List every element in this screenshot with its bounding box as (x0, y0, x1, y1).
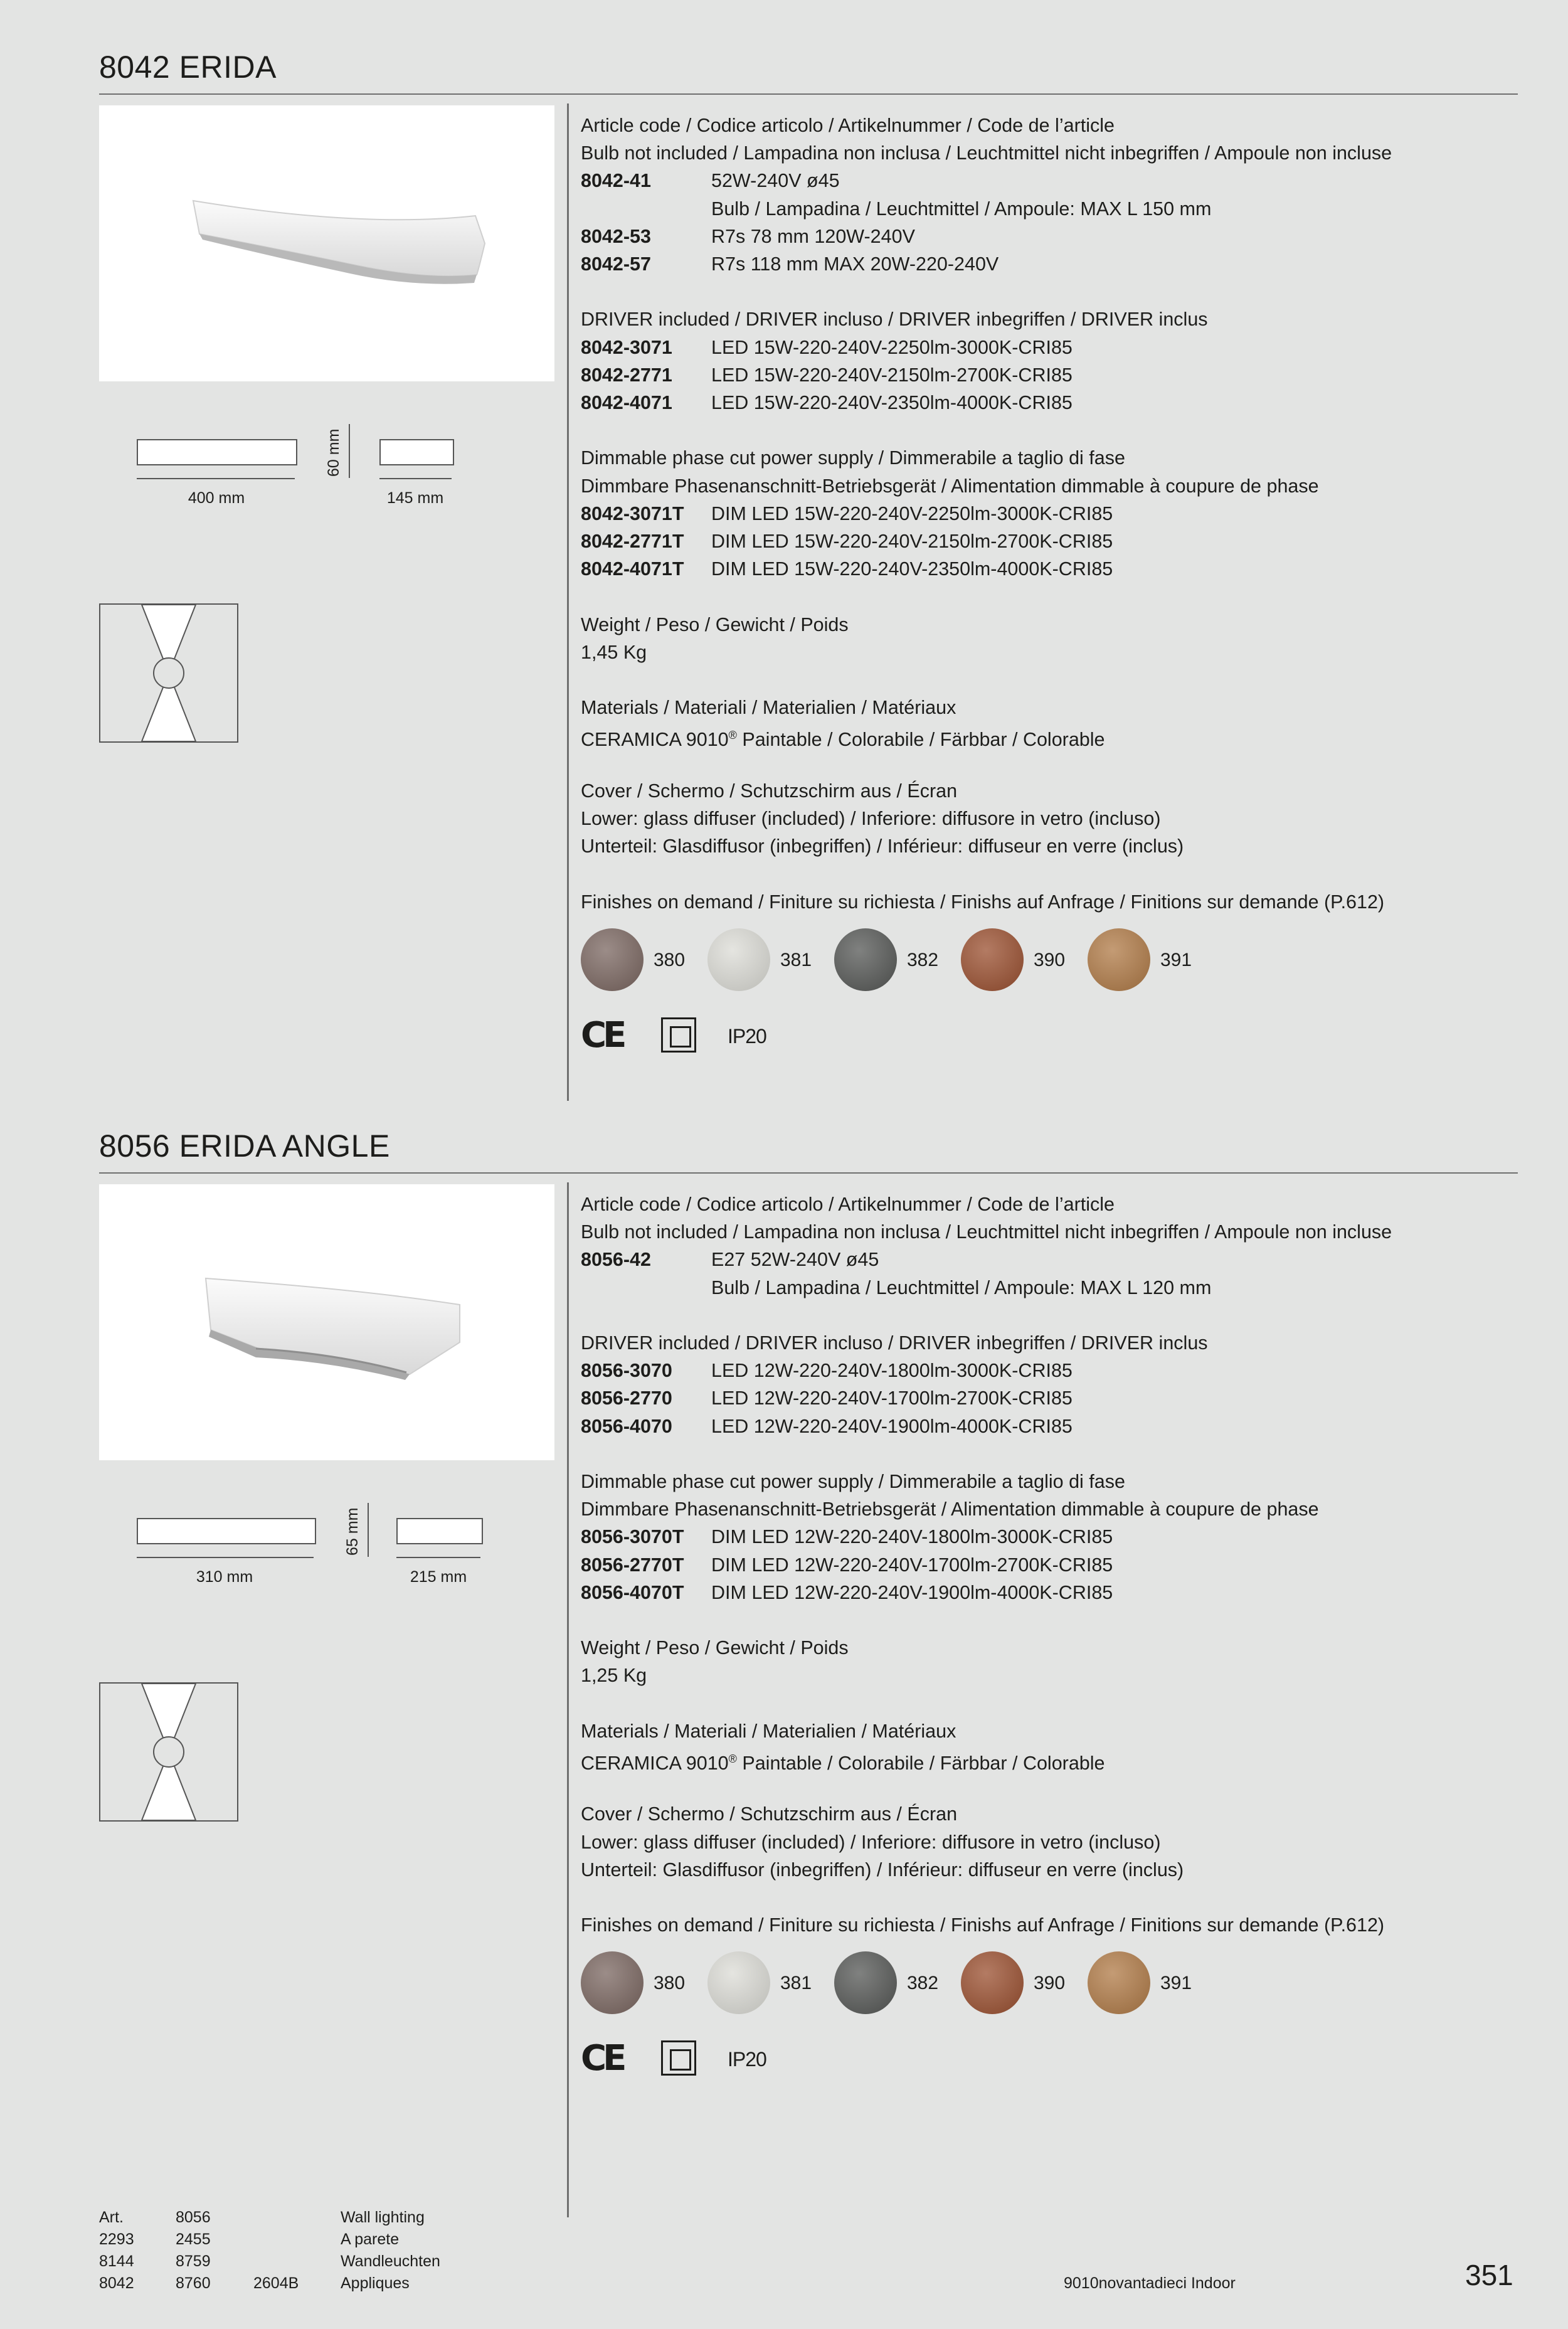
finish-code: 380 (654, 1973, 686, 1994)
finish-code: 381 (780, 949, 812, 970)
footer-cell: Appliques (341, 2274, 410, 2292)
page-number: 351 (1465, 2259, 1513, 2291)
material-desc: Paintable / Colorabile / Färbbar / Colorable (736, 729, 1105, 751)
class-ii-icon (661, 2040, 696, 2076)
height-line (349, 424, 350, 478)
footer-cell: Wandleuchten (341, 2252, 440, 2270)
footer-cell: 8760 (176, 2274, 211, 2292)
article-description: LED 12W-220-240V-1700lm-2700K-CRI85 (711, 1387, 1073, 1409)
weight-header: Weight / Peso / Gewicht / Poids (581, 613, 849, 635)
footer-cell: 8056 (176, 2209, 211, 2226)
weight-value: 1,45 Kg (581, 641, 647, 663)
article-description: Bulb / Lampadina / Leuchtmittel / Ampoule: MAX L 120 mm (711, 1276, 1212, 1298)
height-label: 60 mm (325, 428, 342, 477)
footer-cell: 8042 (99, 2274, 134, 2292)
article-code: 8056-4070 (581, 1415, 672, 1437)
article-description: DIM LED 12W-220-240V-1900lm-4000K-CRI85 (711, 1581, 1113, 1603)
footer-cell: 2604B (253, 2274, 299, 2292)
depth-label: 215 mm (410, 1568, 467, 1586)
article-description: Bulb / Lampadina / Leuchtmittel / Ampoule: MAX L 150 mm (711, 198, 1212, 220)
article-code: 8042-4071T (581, 558, 684, 580)
light-emission-icon (99, 603, 238, 743)
dimmable-header: Dimmable phase cut power supply / Dimmerabile a taglio di fase (581, 1471, 1125, 1492)
article-code: 8042-41 (581, 170, 651, 192)
depth-line (379, 478, 452, 479)
article-description: DIM LED 15W-220-240V-2250lm-3000K-CRI85 (711, 502, 1113, 524)
article-code: 8042-53 (581, 225, 651, 247)
finish-swatch[interactable] (581, 928, 644, 991)
product-title: 8056 ERIDA ANGLE (99, 1128, 390, 1164)
finishes-title: Finishes on demand / Finiture su richiesta / Finishs auf Anfrage / Finitions sur demande (581, 1914, 1319, 1936)
article-description: DIM LED 15W-220-240V-2350lm-4000K-CRI85 (711, 558, 1113, 580)
article-description: LED 15W-220-240V-2250lm-3000K-CRI85 (711, 336, 1073, 358)
length-line (137, 1557, 314, 1558)
dimmable-header-2: Dimmbare Phasenanschnitt-Betriebsgerät / Alimentation dimmable à coupure de phase (581, 1499, 1319, 1520)
article-code: 8042-2771T (581, 531, 684, 552)
length-label: 400 mm (188, 489, 245, 507)
footer-cell: A parete (341, 2231, 400, 2248)
finish-swatch[interactable] (961, 928, 1024, 991)
cover-line: Unterteil: Glasdiffusor (inbegriffen) / Inférieur: diffuseur en verre (inclus) (581, 836, 1184, 857)
finish-code: 382 (907, 1973, 939, 1994)
finish-code: 380 (654, 949, 686, 970)
article-description: DIM LED 12W-220-240V-1700lm-2700K-CRI85 (711, 1554, 1113, 1576)
finish-swatch[interactable] (961, 1951, 1024, 2014)
article-code: 8042-4071 (581, 392, 672, 413)
finish-code: 391 (1160, 1973, 1192, 1994)
material-name: CERAMICA 9010 (581, 729, 729, 751)
footer-cell: 8144 (99, 2252, 134, 2270)
column-divider (567, 1182, 569, 2217)
height-line (368, 1503, 369, 1557)
weight-value: 1,25 Kg (581, 1665, 647, 1687)
finishes-header (581, 888, 1384, 916)
depth-line (396, 1557, 480, 1558)
material-name: CERAMICA 9010 (581, 1753, 729, 1775)
cover-line: Lower: glass diffuser (included) / Inferiore: diffusore in vetro (incluso) (581, 1831, 1161, 1853)
finish-swatch[interactable] (707, 928, 770, 991)
materials-header: Materials / Materiali / Materialien / Matériaux (581, 1720, 956, 1742)
front-view (137, 1518, 316, 1544)
article-code: 8056-4070T (581, 1581, 684, 1603)
column-divider (567, 103, 569, 1101)
footer-cell: 2293 (99, 2231, 134, 2248)
finishes-title: Finishes on demand / Finiture su richiesta / Finishs auf Anfrage / Finitions sur demande (581, 891, 1319, 913)
materials-value (581, 721, 1105, 753)
weight-header: Weight / Peso / Gewicht / Poids (581, 1637, 849, 1659)
finish-code: 391 (1160, 949, 1192, 970)
finish-swatch[interactable] (581, 1951, 644, 2014)
class-ii-inner (670, 1026, 691, 1048)
driver-header: DRIVER included / DRIVER incluso / DRIVER inbegriffen / DRIVER inclus (581, 1332, 1208, 1354)
ce-mark-icon: CE (581, 2038, 623, 2079)
article-code: 8042-3071T (581, 502, 684, 524)
footer-cell: Wall lighting (341, 2209, 425, 2226)
footer-cell: 2455 (176, 2231, 211, 2248)
finish-swatch[interactable] (707, 1951, 770, 2014)
article-description: DIM LED 12W-220-240V-1800lm-3000K-CRI85 (711, 1526, 1113, 1548)
registered-mark: ® (728, 729, 737, 742)
article-code: 8042-3071 (581, 336, 672, 358)
article-code: 8042-57 (581, 253, 651, 275)
article-code: 8056-3070 (581, 1360, 672, 1382)
depth-label: 145 mm (386, 489, 444, 507)
side-view (379, 439, 454, 465)
dimension-drawing (0, 0, 567, 565)
finish-code: 381 (780, 1973, 812, 1994)
material-desc: Paintable / Colorabile / Färbbar / Colorable (736, 1753, 1105, 1775)
finish-code: 382 (907, 949, 939, 970)
article-description: R7s 78 mm 120W-240V (711, 225, 915, 247)
article-description: LED 12W-220-240V-1800lm-3000K-CRI85 (711, 1360, 1073, 1382)
bulb-header: Bulb not included / Lampadina non inclusa / Leuchtmittel nicht inbegriffen / Ampoule non incluse (581, 142, 1392, 164)
article-description: LED 12W-220-240V-1900lm-4000K-CRI85 (711, 1415, 1073, 1437)
footer-cell: Art. (99, 2209, 124, 2226)
class-ii-inner (670, 2049, 691, 2071)
dimension-drawing (0, 1079, 567, 1643)
dimmable-header-2: Dimmbare Phasenanschnitt-Betriebsgerät / Alimentation dimmable à coupure de phase (581, 475, 1319, 497)
article-code: 8056-2770 (581, 1387, 672, 1409)
cover-line: Unterteil: Glasdiffusor (inbegriffen) / Inférieur: diffuseur en verre (inclus) (581, 1859, 1184, 1881)
height-label: 65 mm (344, 1507, 361, 1556)
finish-swatch[interactable] (834, 1951, 897, 2014)
article-description: LED 15W-220-240V-2350lm-4000K-CRI85 (711, 392, 1073, 413)
driver-header: DRIVER included / DRIVER incluso / DRIVER inbegriffen / DRIVER inclus (581, 309, 1208, 331)
dimmable-header: Dimmable phase cut power supply / Dimmerabile a taglio di fase (581, 447, 1125, 469)
finishes-header (581, 1911, 1384, 1939)
article-header: Article code / Codice articolo / Artikelnummer / Code de l’article (581, 1194, 1115, 1215)
front-view (137, 439, 297, 465)
article-code: 8042-2771 (581, 364, 672, 386)
article-description: R7s 118 mm MAX 20W-220-240V (711, 253, 999, 275)
article-code: 8056-2770T (581, 1554, 684, 1576)
article-code: 8056-3070T (581, 1526, 684, 1548)
finish-code: 390 (1034, 1973, 1066, 1994)
class-ii-icon (661, 1017, 696, 1053)
finish-swatch[interactable] (1088, 1951, 1150, 2014)
length-label: 310 mm (196, 1568, 253, 1586)
article-description: DIM LED 15W-220-240V-2150lm-2700K-CRI85 (711, 531, 1113, 552)
article-header: Article code / Codice articolo / Artikelnummer / Code de l’article (581, 115, 1115, 136)
registered-mark: ® (728, 1753, 737, 1765)
finishes-page-ref: (P.612) (1318, 1914, 1385, 1936)
finish-code: 390 (1034, 949, 1066, 970)
product-title: 8042 ERIDA (99, 50, 277, 85)
ip-rating: IP20 (728, 2048, 766, 2071)
brand-name: 9010novantadieci Indoor (1064, 2274, 1236, 2292)
finish-swatch[interactable] (834, 928, 897, 991)
materials-value (581, 1745, 1105, 1777)
article-code: 8056-42 (581, 1249, 651, 1271)
article-description: LED 15W-220-240V-2150lm-2700K-CRI85 (711, 364, 1073, 386)
materials-header: Materials / Materiali / Materialien / Matériaux (581, 697, 956, 719)
cover-header: Cover / Schermo / Schutzschirm aus / Écran (581, 780, 958, 802)
side-view (396, 1518, 483, 1544)
finish-swatch[interactable] (1088, 928, 1150, 991)
article-description: E27 52W-240V ø45 (711, 1249, 879, 1271)
bulb-header: Bulb not included / Lampadina non inclusa / Leuchtmittel nicht inbegriffen / Ampoule non incluse (581, 1221, 1392, 1243)
ip-rating: IP20 (728, 1024, 766, 1048)
light-emission-icon (99, 1682, 238, 1822)
cover-header: Cover / Schermo / Schutzschirm aus / Écran (581, 1803, 958, 1825)
length-line (137, 478, 295, 479)
footer-cell: 8759 (176, 2252, 211, 2270)
cover-line: Lower: glass diffuser (included) / Inferiore: diffusore in vetro (incluso) (581, 808, 1161, 829)
article-description: 52W-240V ø45 (711, 170, 840, 192)
ce-mark-icon: CE (581, 1014, 623, 1056)
finishes-page-ref: (P.612) (1318, 891, 1385, 913)
